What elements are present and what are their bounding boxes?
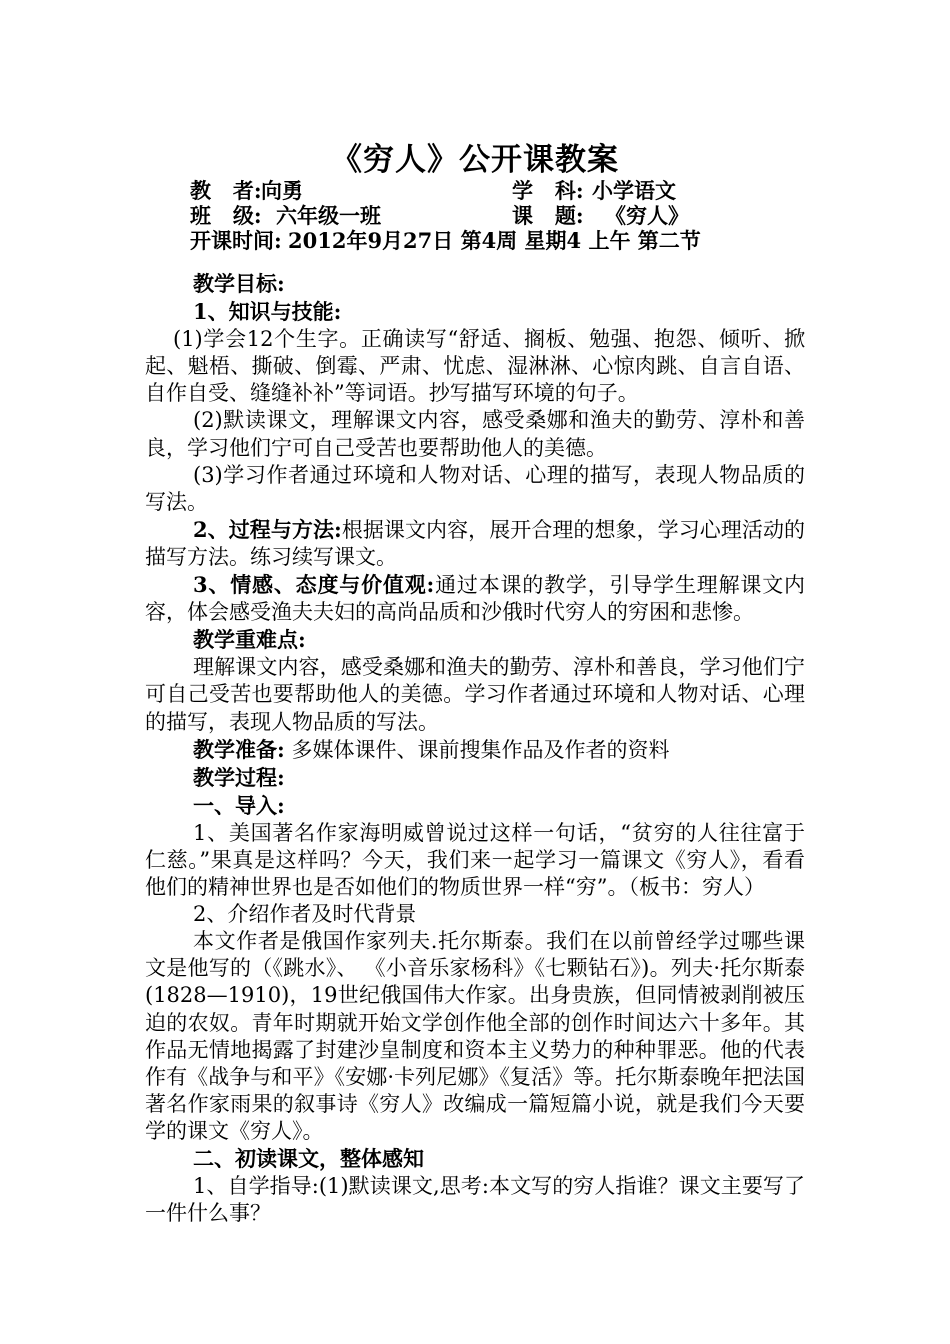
time-value: 2012年9月27日 第4周 星期4 上午 第二节 xyxy=(288,228,701,253)
key-points-heading: 教学重难点: xyxy=(193,627,306,653)
time-label: 开课时间: xyxy=(190,228,282,253)
emotion-values: 3、情感、态度与价值观:通过本课的教学，引导学生理解课文内容，体会感受渔夫夫妇的高尚品质和沙俄时代穷人的穷困和悲惨。 xyxy=(145,572,806,625)
section-1-heading: 一、导入: xyxy=(193,792,285,818)
lesson-body xyxy=(145,270,805,1227)
subject-label: 学 科: xyxy=(512,178,584,203)
document-title: 《穷人》公开课教案 xyxy=(331,142,619,178)
section-2-para-1: 1、自学指导:(1)默读课文,思考:本文写的穷人指谁？课文主要写了一件什么事？ xyxy=(145,1174,805,1226)
knowledge-item-2: (2)默读课文，理解课文内容，感受桑娜和渔夫的勤劳、淳朴和善良，学习他们宁可自己受苦也要帮助他人的美德。 xyxy=(145,408,805,460)
process-heading: 教学过程: xyxy=(193,764,285,790)
knowledge-heading: 1、知识与技能: xyxy=(193,299,342,325)
class-label: 班 级: xyxy=(190,203,262,228)
subject-value: 小学语文 xyxy=(592,178,676,203)
knowledge-item-3: (3)学习作者通过环境和人物对话、心理的描写，表现人物品质的写法。 xyxy=(145,462,805,514)
prep-line: 教学准备: 多媒体课件、课前搜集作品及作者的资料 xyxy=(193,736,670,762)
teacher-value: 向勇 xyxy=(261,178,303,203)
knowledge-item-1: (1)学会12个生字。正确读写“舒适、搁板、勉强、抱怨、倾听、掀起、魁梧、撕破、倒霉、严肃、忧虑、湿淋淋、心惊肉跳、自言自语、自作自受、缝缝补补”等词语。抄写描写环境的句子。 xyxy=(145,327,805,406)
process-method: 2、过程与方法:根据课文内容，展开合理的想象，学习心理活动的描写方法。练习续写课文。 xyxy=(145,516,805,569)
topic-label: 课 题: xyxy=(512,203,584,228)
section-2-heading: 二、初读课文，整体感知 xyxy=(193,1146,424,1171)
key-points-text: 理解课文内容，感受桑娜和渔夫的勤劳、淳朴和善良，学习他们宁可自己受苦也要帮助他人的美德。学习作者通过环境和人物对话、心理的描写，表现人物品质的写法。 xyxy=(145,655,805,734)
section-1-para-3: 本文作者是俄国作家列夫.托尔斯泰。我们在以前曾经学过哪些课文是他写的（《跳水》、 《小音乐家杨科》《七颗钻石》)。列夫·托尔斯泰(1828—1910)，19世纪俄国伟大作家。出身贵族，但同情被剥削被压迫的农奴。青年时期就开始文学创作他全部的创作时间达六十多年。其作品无情地揭露了封建沙皇制度和资本主义势力的种种罪恶。他的代表作有《战争与和平》《安娜·卡列尼娜》《复活》等。托尔斯泰晚年把法国著名作家雨果的叙事诗《穷人》改编成一篇短篇小说，就是我们今天要学的课文《穷人》。 xyxy=(145,929,805,1143)
section-1-para-2: 2、介绍作者及时代背景 xyxy=(193,902,417,927)
teacher-label: 教 者: xyxy=(190,178,262,203)
class-value: 六年级一班 xyxy=(276,203,381,228)
goals-heading: 教学目标: xyxy=(193,271,285,296)
topic-value: 《穷人》 xyxy=(605,203,689,228)
section-1-para-1: 1、美国著名作家海明威曾说过这样一句话，“贫穷的人往往富于仁慈。”果真是这样吗？今天，我们来一起学习一篇课文《穷人》，看看他们的精神世界也是否如他们的物质世界一样“穷”。（板书：穷人） xyxy=(145,820,805,900)
